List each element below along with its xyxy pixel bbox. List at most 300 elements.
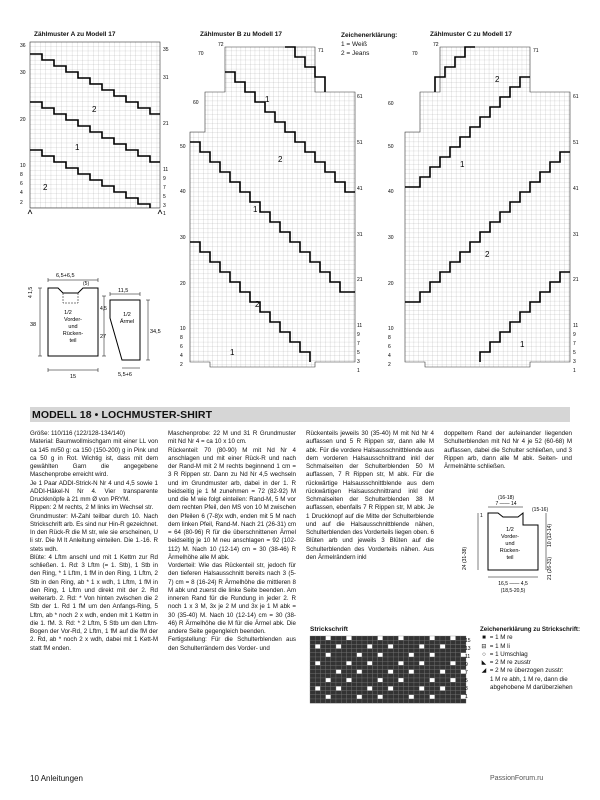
chart-c-num: 11 bbox=[573, 323, 579, 329]
stitch-cell bbox=[320, 649, 325, 653]
stitch-cell bbox=[404, 649, 409, 653]
stitch-cell bbox=[414, 644, 419, 648]
stitch-cell bbox=[367, 665, 372, 669]
schem-left: 38 bbox=[30, 322, 37, 328]
schematic-body bbox=[28, 268, 108, 383]
stitch-cell bbox=[435, 682, 440, 686]
chart-c-num: 61 bbox=[573, 94, 579, 100]
stitch-cell bbox=[320, 686, 325, 690]
chart-a-num: 36 bbox=[20, 43, 26, 49]
stitch-legend-item bbox=[480, 676, 600, 693]
stitch-cell bbox=[440, 699, 445, 703]
stitch-cell bbox=[398, 661, 403, 665]
stitch-cell bbox=[372, 674, 377, 678]
stitch-cell bbox=[320, 699, 325, 703]
stitch-cell bbox=[430, 691, 435, 695]
stitch-cell bbox=[419, 678, 424, 682]
schem-label-line: Vorder- bbox=[63, 317, 83, 323]
schematic-sleeve bbox=[100, 288, 160, 378]
skpo-icon: ◢ bbox=[481, 667, 487, 675]
stitch-cell bbox=[315, 644, 320, 648]
stitch-cell bbox=[341, 686, 346, 690]
paragraph: Je 1 Paar ADDI-Strick-N Nr 4 und 4,5 sowie 1 ADDI-Häkel-N Nr 4. Vier transparente Druckknöpfe à 21 mm Ø von PRYM. bbox=[30, 479, 158, 503]
stitch-cell bbox=[362, 682, 367, 686]
stitch-cell bbox=[409, 649, 414, 653]
stitch-cell bbox=[456, 644, 461, 648]
stitch-cell bbox=[310, 657, 315, 661]
paragraph: Größe: 110/116 (122/128-134/140) bbox=[30, 430, 126, 437]
stitch-cell bbox=[419, 636, 424, 640]
chart-b-num: 60 bbox=[193, 100, 199, 106]
stitch-cell bbox=[409, 691, 414, 695]
stitch-cell bbox=[310, 665, 315, 669]
paragraph: Blüte: 4 Lftm anschl und mit 1 Kettm zur Rd schließen. 1. Rd: 3 Lftm (= 1. Stb), 1 Stb in den Ring, * 1 Lftm, 1 fM in den Ring, 1 Lftm, 2 Stb in den Ring, ab * 1 x wdh, 1 Lftm, 1 fM in den Ring, 1 Lftm und direkt mit der 2. Rd weiterarb. 2. Rd: * Von hinten zwischen die 2 Stb der 1. Rd 1 fM um den Anfangs-Ring, 5 Lftm, ab * noch 2 x wdh, enden mit 1 Kettm in die 1. fM. 3. Rd: * 2 Lftm, 5 Stb um den Lftm-Bogen der Vor-Rd, 2 Lftm, 1 fM auf die fM der 2. Rd, ab * noch 2 x wdh, dabei mit 1 Kett-M statt fM enden. bbox=[30, 553, 158, 652]
stitch-cell bbox=[336, 661, 341, 665]
chart-b-grid bbox=[180, 42, 363, 372]
stitch-cell bbox=[414, 695, 419, 699]
stitch-cell bbox=[367, 674, 372, 678]
stitch-cell bbox=[357, 657, 362, 661]
stitch-cell bbox=[388, 691, 393, 695]
stitch-cell bbox=[393, 695, 398, 699]
stitch-cell bbox=[367, 699, 372, 703]
stitch-cell bbox=[456, 674, 461, 678]
page-footer bbox=[30, 774, 83, 783]
stitch-row-num: 7 bbox=[465, 670, 468, 676]
stitch-cell bbox=[398, 649, 403, 653]
stitch-cell bbox=[404, 661, 409, 665]
stitch-cell bbox=[367, 657, 372, 661]
stitch-cell bbox=[372, 682, 377, 686]
stitch-cell bbox=[362, 695, 367, 699]
stitch-cell bbox=[310, 695, 315, 699]
stitch-cell bbox=[320, 665, 325, 669]
stitch-cell bbox=[393, 640, 398, 644]
chart-b-num: 11 bbox=[357, 323, 363, 329]
stitch-cell bbox=[414, 640, 419, 644]
stitch-cell bbox=[388, 695, 393, 699]
stitch-cell bbox=[310, 682, 315, 686]
stitch-cell bbox=[456, 686, 461, 690]
stitch-cell bbox=[445, 691, 450, 695]
stitch-cell bbox=[440, 657, 445, 661]
stitch-cell bbox=[367, 640, 372, 644]
stitch-cell bbox=[341, 695, 346, 699]
stitch-cell bbox=[430, 661, 435, 665]
stitch-cell bbox=[435, 695, 440, 699]
stitch-cell bbox=[409, 682, 414, 686]
stitch-cell bbox=[435, 699, 440, 703]
stitch-cell bbox=[450, 670, 455, 674]
paragraph: Fertigstellung: Für die Schulterblenden aus den Schulterrändern des Vorder- und bbox=[168, 636, 296, 652]
stitch-cell bbox=[320, 678, 325, 682]
stitch-cell bbox=[315, 682, 320, 686]
stitch-cell bbox=[414, 674, 419, 678]
stitch-cell bbox=[367, 653, 372, 657]
stitch-cell bbox=[362, 644, 367, 648]
chart-b-label: 1 bbox=[265, 95, 270, 104]
stitch-cell bbox=[393, 670, 398, 674]
stitch-cell bbox=[383, 653, 388, 657]
stitch-chart-numbers bbox=[464, 636, 478, 706]
stitch-cell bbox=[398, 644, 403, 648]
stitch-cell bbox=[398, 674, 403, 678]
stitch-cell bbox=[456, 653, 461, 657]
stitch-cell bbox=[445, 644, 450, 648]
chart-c-num: 20 bbox=[388, 281, 394, 287]
stitch-cell bbox=[424, 695, 429, 699]
stitch-cell bbox=[326, 657, 331, 661]
stitch-cell bbox=[409, 644, 414, 648]
chart-b-num: 71 bbox=[318, 48, 324, 54]
stitch-cell bbox=[352, 644, 357, 648]
stitch-cell bbox=[456, 636, 461, 640]
sleeve-top-left: 4,5 bbox=[100, 306, 107, 312]
chart-c-num: 60 bbox=[388, 101, 394, 107]
stitch-cell bbox=[352, 670, 357, 674]
stitch-cell bbox=[450, 682, 455, 686]
stitch-cell bbox=[310, 661, 315, 665]
stitch-row-num: 1 bbox=[465, 694, 468, 700]
stitch-cell bbox=[450, 665, 455, 669]
text-column-3 bbox=[306, 430, 434, 562]
stitch-cell bbox=[450, 636, 455, 640]
stitch-cell bbox=[424, 686, 429, 690]
text-column-2 bbox=[168, 430, 296, 653]
stitch-cell bbox=[378, 661, 383, 665]
stitch-cell bbox=[404, 657, 409, 661]
stitch-cell bbox=[341, 657, 346, 661]
stitch-cell bbox=[378, 649, 383, 653]
stitch-cell bbox=[367, 678, 372, 682]
paragraph: Maschenprobe: 22 M und 31 R Grundmuster mit Nd Nr 4 = ca 10 x 10 cm. bbox=[168, 430, 296, 446]
stitch-cell bbox=[357, 640, 362, 644]
model-title: MODELL 18 • LOCHMUSTER-SHIRT bbox=[32, 409, 213, 421]
schem-top: 6,5+6,5 bbox=[56, 273, 75, 279]
chart-c-num: 40 bbox=[388, 189, 394, 195]
page-number: 10 bbox=[30, 774, 39, 783]
stitch-cell bbox=[383, 686, 388, 690]
stitch-cell bbox=[346, 644, 351, 648]
stitch-cell bbox=[352, 691, 357, 695]
stitch-cell bbox=[346, 699, 351, 703]
stitch-cell bbox=[383, 661, 388, 665]
stitch-cell bbox=[315, 678, 320, 682]
stitch-cell bbox=[404, 678, 409, 682]
stitch-cell bbox=[362, 649, 367, 653]
stitch-cell bbox=[331, 657, 336, 661]
stitch-cell bbox=[440, 640, 445, 644]
text-column-4 bbox=[444, 430, 572, 471]
stitch-cell bbox=[456, 670, 461, 674]
stitch-cell bbox=[440, 670, 445, 674]
stitch-legend-item bbox=[480, 634, 600, 642]
stitch-cell bbox=[352, 636, 357, 640]
stitch-cell bbox=[383, 691, 388, 695]
stitch-cell bbox=[346, 686, 351, 690]
stitch-cell bbox=[362, 657, 367, 661]
chart-c-num: 70 bbox=[412, 51, 418, 57]
stitch-cell bbox=[445, 636, 450, 640]
stitch-cell bbox=[430, 653, 435, 657]
stitch-cell bbox=[357, 661, 362, 665]
chart-c-num: 41 bbox=[573, 186, 579, 192]
stitch-cell bbox=[430, 678, 435, 682]
stitch-cell bbox=[326, 640, 331, 644]
chart-b-num: 4 bbox=[180, 353, 183, 359]
sleeve-right: 34,5 bbox=[150, 329, 161, 335]
stitch-cell bbox=[398, 640, 403, 644]
stitch-cell bbox=[404, 636, 409, 640]
stitch-cell bbox=[326, 686, 331, 690]
stitch-cell bbox=[393, 657, 398, 661]
stitch-cell bbox=[424, 636, 429, 640]
stitch-cell bbox=[320, 644, 325, 648]
chart-b-num: 70 bbox=[198, 51, 204, 57]
text-column-1 bbox=[30, 430, 158, 653]
stitch-legend-text: = 2 M re zusstr bbox=[489, 659, 531, 667]
stitch-cell bbox=[362, 640, 367, 644]
legend-item: 1 = Weiß bbox=[341, 41, 368, 48]
stitch-cell bbox=[393, 691, 398, 695]
stitch-cell bbox=[336, 636, 341, 640]
stitch-cell bbox=[341, 678, 346, 682]
stitch-cell bbox=[372, 640, 377, 644]
stitch-cell bbox=[414, 649, 419, 653]
chart-a-title: Zählmuster A zu Modell 17 bbox=[34, 31, 116, 38]
stitch-cell bbox=[450, 699, 455, 703]
stitch-cell bbox=[331, 674, 336, 678]
stitch-cell bbox=[414, 661, 419, 665]
stitch-cell bbox=[388, 649, 393, 653]
stitch-cell bbox=[362, 636, 367, 640]
chart-b-num: 9 bbox=[357, 332, 360, 338]
stitch-cell bbox=[409, 678, 414, 682]
stitch-cell bbox=[346, 678, 351, 682]
stitch-cell bbox=[388, 682, 393, 686]
stitch-cell bbox=[419, 691, 424, 695]
stitch-cell bbox=[367, 686, 372, 690]
chart-b-num: 30 bbox=[180, 235, 186, 241]
schem-bottom: 15 bbox=[70, 374, 77, 380]
chart-a-num: 35 bbox=[163, 47, 169, 53]
stitch-cell bbox=[445, 661, 450, 665]
chart-c-num: 8 bbox=[388, 335, 391, 341]
stitch-cell bbox=[331, 682, 336, 686]
stitch-cell bbox=[367, 649, 372, 653]
stitch-cell bbox=[341, 691, 346, 695]
stitch-cell bbox=[388, 661, 393, 665]
stitch-cell bbox=[435, 674, 440, 678]
stitch-cell bbox=[357, 644, 362, 648]
stitch-cell bbox=[383, 657, 388, 661]
stitch-cell bbox=[315, 636, 320, 640]
stitch-cell bbox=[336, 644, 341, 648]
stitch-cell bbox=[352, 699, 357, 703]
stitch-cell bbox=[440, 674, 445, 678]
stitch-cell bbox=[346, 640, 351, 644]
chart-c-num: 72 bbox=[433, 42, 439, 48]
chart-a-grid bbox=[30, 42, 160, 217]
stitch-legend-text: = 2 M re überzogen zusstr: bbox=[489, 667, 564, 675]
chart-c-num: 30 bbox=[388, 235, 394, 241]
stitch-cell bbox=[372, 695, 377, 699]
stitch-cell bbox=[393, 665, 398, 669]
stitch-cell bbox=[430, 682, 435, 686]
stitch-cell bbox=[378, 640, 383, 644]
stitch-cell bbox=[393, 644, 398, 648]
chart-b-num: 6 bbox=[180, 344, 183, 350]
stitch-cell bbox=[326, 649, 331, 653]
stitch-cell bbox=[435, 678, 440, 682]
paragraph: Rückenteil: 70 (80-90) M mit Nd Nr 4 anschlagen und mit einer Rück-R und nach der Rand-M mit 2 M rechts beginnend 1 cm = 3 R Rippen str. Dann zu Nd Nr 4,5 wechseln und im Grundmuster arb, dabei in der 1. R beidseitig je 1 M zunehmen = 72 (82-92) M und die M wie folgt einteilen: Rand-M, 5 M vor dem rechten Pfeil, den MS von 10 M zwischen den Pfeilen 6 (7-8)x wdh, enden mit 5 M nach dem linken Pfeil, Rand-M. Nach 21 (26-31) cm = 64 (80-96) R für die überschnittenen Ärmel beidseitig je 10 M neu anschlagen = 92 (102-112) M. Nach 10 (12-14) cm = 30 (38-46) R Ärmelhöhe alle M abk. bbox=[168, 446, 296, 561]
stitch-cell bbox=[372, 670, 377, 674]
stitch-cell bbox=[419, 657, 424, 661]
stitch-cell bbox=[346, 649, 351, 653]
sleeve-bottom: 5,5+6 bbox=[118, 372, 132, 378]
stitch-cell bbox=[409, 653, 414, 657]
stitch-cell bbox=[357, 674, 362, 678]
stitch-cell bbox=[393, 674, 398, 678]
chart-b-num: 72 bbox=[218, 42, 224, 48]
stitch-cell bbox=[357, 678, 362, 682]
section-name: Anleitungen bbox=[40, 774, 83, 783]
stitch-cell bbox=[346, 657, 351, 661]
stitch-cell bbox=[336, 649, 341, 653]
stitch-cell bbox=[435, 657, 440, 661]
stitch-cell bbox=[404, 674, 409, 678]
stitch-cell bbox=[404, 670, 409, 674]
stitch-cell bbox=[456, 699, 461, 703]
chart-b-num: 41 bbox=[357, 186, 363, 192]
purl-symbol-icon: ⊟ bbox=[481, 642, 487, 650]
stitch-cell bbox=[331, 653, 336, 657]
stitch-cell bbox=[404, 653, 409, 657]
stitch-cell bbox=[372, 657, 377, 661]
stitch-cell bbox=[310, 653, 315, 657]
stitch-cell bbox=[315, 665, 320, 669]
stitch-cell bbox=[435, 691, 440, 695]
stitch-legend-item bbox=[480, 659, 600, 667]
stitch-cell bbox=[398, 670, 403, 674]
stitch-cell bbox=[331, 640, 336, 644]
stitch-cell bbox=[341, 665, 346, 669]
chart-b-num: 50 bbox=[180, 144, 186, 150]
stitch-cell bbox=[331, 661, 336, 665]
schem-r-top2: 7 —— 14 bbox=[495, 501, 517, 507]
stitch-cell bbox=[336, 670, 341, 674]
stitch-cell bbox=[383, 678, 388, 682]
stitch-cell bbox=[450, 661, 455, 665]
stitch-cell bbox=[435, 665, 440, 669]
stitch-cell bbox=[409, 695, 414, 699]
schem-label-line: Rücken- bbox=[62, 331, 84, 337]
stitch-cell bbox=[336, 665, 341, 669]
stitch-cell bbox=[445, 682, 450, 686]
chart-c-label: 1 bbox=[520, 340, 525, 349]
stitch-cell bbox=[336, 691, 341, 695]
schem-r-label: und bbox=[505, 541, 515, 547]
stitch-cell bbox=[378, 699, 383, 703]
stitch-cell bbox=[450, 640, 455, 644]
stitch-cell bbox=[357, 699, 362, 703]
chart-a-num: 11 bbox=[163, 167, 169, 173]
stitch-cell bbox=[409, 636, 414, 640]
stitch-cell bbox=[404, 691, 409, 695]
chart-b-num: 10 bbox=[180, 326, 186, 332]
stitch-cell bbox=[367, 695, 372, 699]
stitch-cell bbox=[362, 691, 367, 695]
stitch-cell bbox=[352, 682, 357, 686]
stitch-cell bbox=[430, 695, 435, 699]
stitch-cell bbox=[440, 682, 445, 686]
chart-b-title: Zählmuster B zu Modell 17 bbox=[200, 31, 282, 38]
schem-left-top: 4 1,5 bbox=[28, 286, 34, 298]
stitch-cell bbox=[440, 695, 445, 699]
chart-b-num: 3 bbox=[357, 359, 360, 365]
stitch-cell bbox=[326, 691, 331, 695]
stitch-cell bbox=[419, 682, 424, 686]
stitch-chart-title: Strickschrift bbox=[310, 626, 348, 633]
chart-a-num: 2 bbox=[20, 200, 23, 206]
chart-c-right-numbers bbox=[572, 90, 586, 380]
stitch-cell bbox=[331, 678, 336, 682]
stitch-cell bbox=[352, 686, 357, 690]
stitch-cell bbox=[310, 699, 315, 703]
stitch-cell bbox=[346, 661, 351, 665]
stitch-cell bbox=[310, 674, 315, 678]
stitch-cell bbox=[346, 665, 351, 669]
schem-r-label: teil bbox=[506, 555, 514, 561]
stitch-cell bbox=[362, 699, 367, 703]
chart-c-label: 2 bbox=[495, 75, 500, 84]
stitch-row-num: 11 bbox=[465, 654, 471, 660]
stitch-cell bbox=[326, 665, 331, 669]
stitch-cell bbox=[346, 653, 351, 657]
stitch-cell bbox=[346, 695, 351, 699]
stitch-cell bbox=[315, 657, 320, 661]
stitch-cell bbox=[326, 670, 331, 674]
stitch-cell bbox=[450, 657, 455, 661]
stitch-legend bbox=[480, 626, 600, 692]
stitch-legend-item bbox=[480, 643, 600, 651]
chart-c-num: 71 bbox=[533, 48, 539, 54]
stitch-cell bbox=[352, 653, 357, 657]
stitch-cell bbox=[445, 657, 450, 661]
stitch-legend-text: = 1 Umschlag bbox=[489, 650, 528, 658]
stitch-cell bbox=[445, 674, 450, 678]
chart-b-num: 1 bbox=[357, 368, 360, 374]
stitch-cell bbox=[430, 640, 435, 644]
chart-c-num: 3 bbox=[573, 359, 576, 365]
chart-a-label-1: 1 bbox=[75, 143, 80, 152]
stitch-cell bbox=[357, 686, 362, 690]
stitch-cell bbox=[336, 699, 341, 703]
paragraph: Material: Baumwollmischgarn mit einer LL von ca 145 m/50 g: ca 150 (150-200) g in Pink und ca 50 g in Rot. Wichtig ist, dass mit dem gewählten Garn die angegebene Maschenprobe erreicht wird. bbox=[30, 438, 158, 479]
stitch-cell bbox=[398, 682, 403, 686]
stitch-row-num: 3 bbox=[465, 686, 468, 692]
stitch-cell bbox=[352, 661, 357, 665]
chart-b-label: 1 bbox=[230, 348, 235, 357]
stitch-cell bbox=[372, 699, 377, 703]
sleeve-top: 11,5 bbox=[118, 288, 129, 294]
chart-a-num: 20 bbox=[20, 117, 26, 123]
stitch-cell bbox=[378, 665, 383, 669]
chart-a-right-numbers bbox=[162, 40, 176, 217]
stitch-cell bbox=[320, 653, 325, 657]
stitch-cell bbox=[450, 644, 455, 648]
stitch-cell bbox=[388, 653, 393, 657]
